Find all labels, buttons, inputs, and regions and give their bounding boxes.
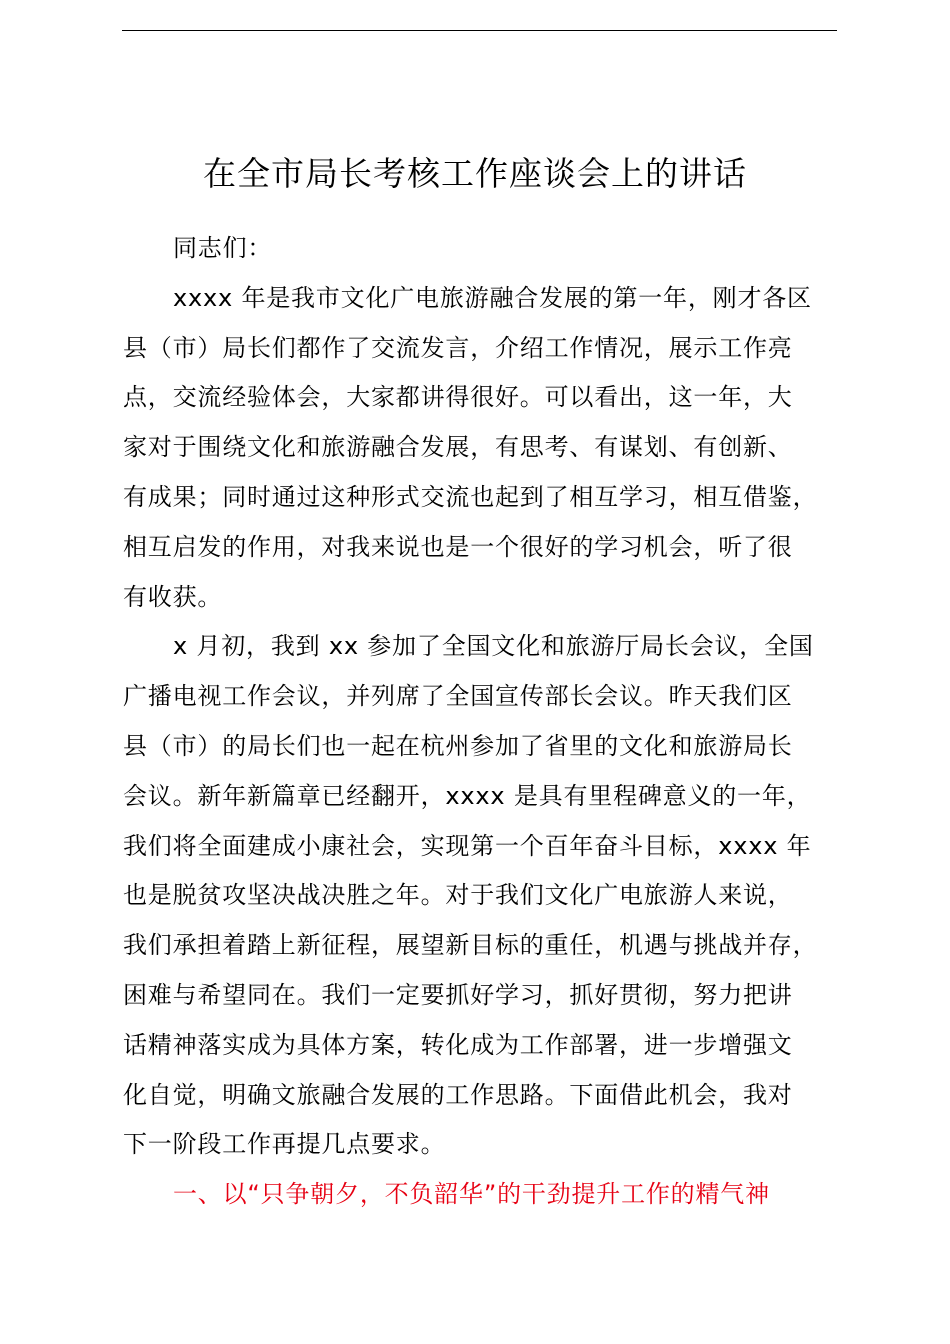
paragraph-line: 有成果；同时通过这种形式交流也起到了相互学习，相互借鉴， <box>123 482 818 511</box>
document-body <box>123 224 841 1220</box>
paragraph-line: 广播电视工作会议，并列席了全国宣传部长会议。昨天我们区 <box>123 682 793 711</box>
paragraph-line: xxxx 年是我市文化广电旅游融合发展的第一年，刚才各区 <box>173 283 812 312</box>
header-rule <box>122 30 837 31</box>
paragraph-line: 县（市）的局长们也一起在杭州参加了省里的文化和旅游局长 <box>123 731 793 760</box>
paragraph-line: 会议。新年新篇章已经翻开，xxxx 是具有里程碑意义的一年， <box>123 781 812 810</box>
paragraph-line: 相互启发的作用，对我来说也是一个很好的学习机会，听了很 <box>123 532 793 561</box>
paragraph-line: 县（市）局长们都作了交流发言，介绍工作情况，展示工作亮 <box>123 333 793 362</box>
paragraph-line: x 月初，我到 xx 参加了全国文化和旅游厅局长会议，全国 <box>173 632 814 661</box>
paragraph-line: 话精神落实成为具体方案，转化成为工作部署，进一步增强文 <box>123 1030 793 1059</box>
document-title: 在全市局长考核工作座谈会上的讲话 <box>203 154 747 193</box>
paragraph-line: 家对于围绕文化和旅游融合发展，有思考、有谋划、有创新、 <box>123 433 793 462</box>
paragraph-line: 也是脱贫攻坚决战决胜之年。对于我们文化广电旅游人来说， <box>123 881 793 910</box>
salutation: 同志们： <box>173 234 273 262</box>
paragraph-line: 有收获。 <box>123 582 223 611</box>
paragraph-line: 困难与希望同在。我们一定要抓好学习，抓好贯彻，努力把讲 <box>123 980 793 1009</box>
section-heading: 一、以“只争朝夕，不负韶华”的干劲提升工作的精气神 <box>173 1180 770 1209</box>
paragraph-line: 化自觉，明确文旅融合发展的工作思路。下面借此机会，我对 <box>123 1080 793 1109</box>
paragraph-line: 我们将全面建成小康社会，实现第一个百年奋斗目标，xxxx 年 <box>123 831 812 860</box>
paragraph-line: 下一阶段工作再提几点要求。 <box>123 1130 446 1159</box>
paragraph-line: 点，交流经验体会，大家都讲得很好。可以看出，这一年，大 <box>123 383 793 412</box>
paragraph-line: 我们承担着踏上新征程，展望新目标的重任，机遇与挑战并存， <box>123 931 818 960</box>
